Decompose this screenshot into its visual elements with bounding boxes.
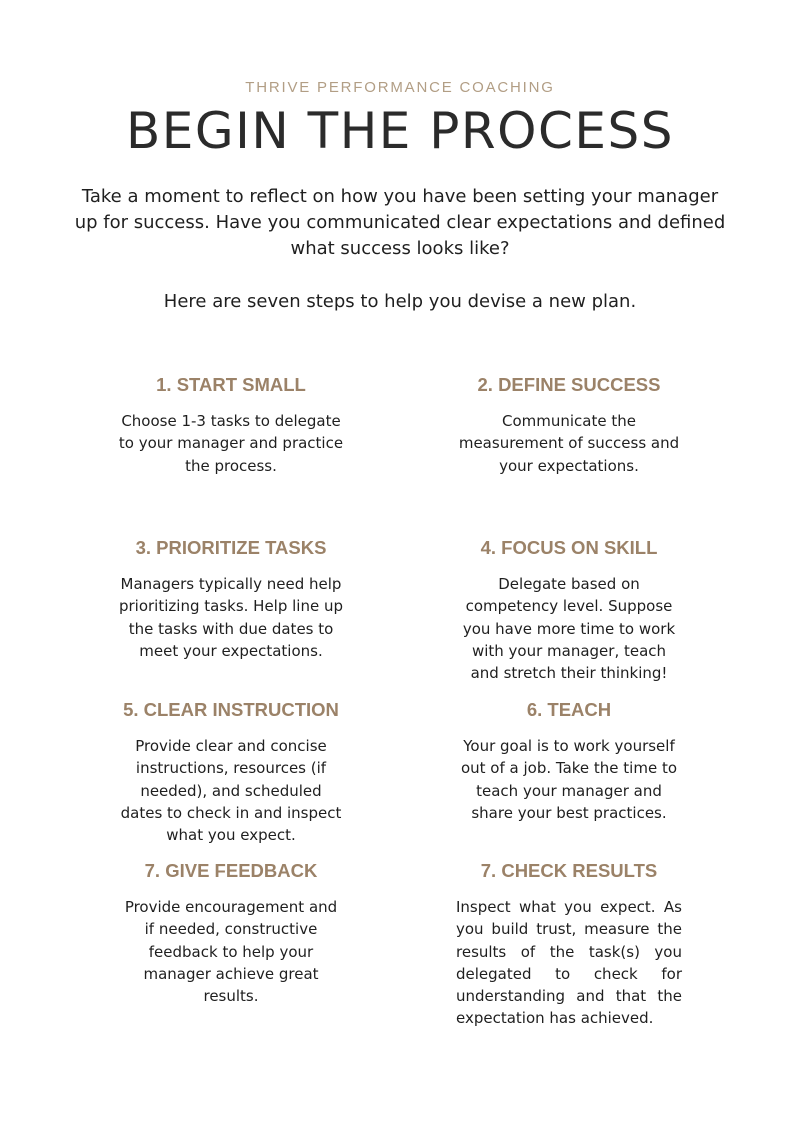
brand-eyebrow: THRIVE PERFORMANCE COACHING <box>245 79 555 96</box>
step-give-feedback <box>106 859 356 1007</box>
intro-paragraph: Take a moment to reflect on how you have been setting your manager up for success. Have you communicated clear expectations and defined what success looks like? <box>74 186 726 259</box>
step-heading: 1. START SMALL <box>156 374 306 395</box>
intro-lead: Here are seven steps to help you devise a new plan. <box>163 291 637 312</box>
step-body: Managers typically need help prioritizing tasks. Help line up the tasks with due dates to meet your expectations. <box>118 575 343 660</box>
step-heading: 4. FOCUS ON SKILL <box>480 537 658 558</box>
step-teach <box>444 698 694 824</box>
step-heading: 6. TEACH <box>526 699 612 720</box>
step-heading: 7. CHECK RESULTS <box>480 860 658 881</box>
step-body: Provide encouragement and if needed, constructive feedback to help your manager achieve great results. <box>124 898 338 1006</box>
step-focus-on-skill <box>444 536 694 684</box>
step-body: Delegate based on competency level. Suppose you have more time to work with your manager, teach and stretch their thinking! <box>462 575 676 683</box>
step-body: Provide clear and concise instructions, resources (if needed), and scheduled dates to check in and inspect what you expect. <box>120 737 342 845</box>
step-clear-instruction <box>106 698 356 846</box>
step-heading: 2. DEFINE SUCCESS <box>477 374 661 395</box>
step-heading: 5. CLEAR INSTRUCTION <box>123 699 339 720</box>
step-body: Choose 1-3 tasks to delegate to your manager and practice the process. <box>118 412 344 475</box>
step-prioritize-tasks <box>106 536 356 662</box>
step-heading: 3. PRIORITIZE TASKS <box>135 537 327 558</box>
step-define-success <box>444 373 694 477</box>
step-check-results <box>444 859 694 1030</box>
step-body: Your goal is to work yourself out of a job. Take the time to teach your manager and share your best practices. <box>460 737 678 822</box>
step-heading: 7. GIVE FEEDBACK <box>144 860 318 881</box>
step-body: Communicate the measurement of success and your expectations. <box>458 412 680 475</box>
step-start-small <box>106 373 356 477</box>
step-body: Inspect what you expect. As you build trust, measure the results of the task(s) you delegated to check for understanding and that the expectation has achieved. <box>456 898 682 1028</box>
page-title: BEGIN THE PROCESS <box>125 102 675 160</box>
